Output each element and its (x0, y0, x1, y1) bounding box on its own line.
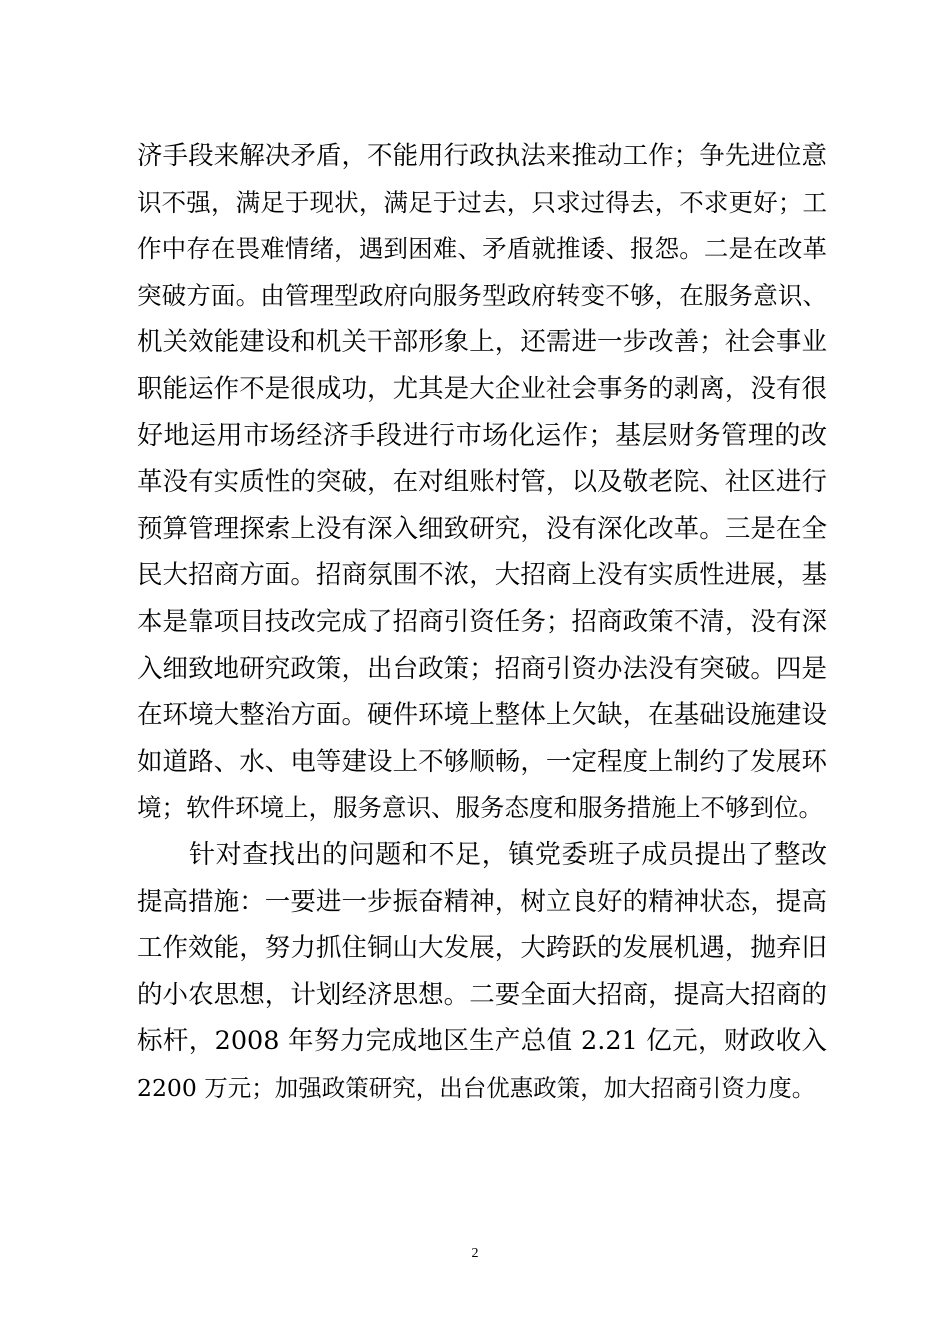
text-line: 识不强，满足于现状，满足于过去，只求过得去，不求更好；工 (137, 187, 827, 217)
page-number: 2 (471, 1246, 479, 1261)
text-line: 革没有实质性的突破，在对组账村管，以及敬老院、社区进行 (137, 467, 827, 498)
text-line: 2200 万元；加强政策研究，出台优惠政策，加大招商引资力度。 (137, 1073, 816, 1102)
text-line: 标杆，2008 年努力完成地区生产总值 2.21 亿元，财政收入 (137, 1026, 827, 1057)
text-line: 民大招商方面。招商氛围不浓，大招商上没有实质性进展，基 (137, 560, 827, 591)
text-line: 在环境大整治方面。硬件环境上整体上欠缺，在基础设施建设 (137, 700, 827, 731)
text-line: 入细致地研究政策，出台政策；招商引资办法没有突破。四是 (137, 653, 827, 684)
text-line: 职能运作不是很成功，尤其是大企业社会事务的剥离，没有很 (137, 373, 827, 404)
text-line: 好地运用市场经济手段进行市场化运作；基层财务管理的改 (137, 420, 827, 451)
text-line: 突破方面。由管理型政府向服务型政府转变不够，在服务意识、 (137, 280, 827, 310)
text-line: 境；软件环境上，服务意识、服务态度和服务措施上不够到位。 (137, 793, 823, 823)
text-line: 济手段来解决矛盾，不能用行政执法来推动工作；争先进位意 (137, 141, 827, 171)
body-text (137, 133, 827, 1111)
text-line: 的小农思想，计划经济思想。二要全面大招商，提高大招商的 (137, 979, 827, 1010)
text-line: 预算管理探索上没有深入细致研究，没有深化改革。三是在全 (137, 513, 827, 544)
paragraph-first-line: 针对查找出的问题和不足，镇党委班子成员提出了整改 (189, 839, 827, 870)
text-line: 工作效能，努力抓住铜山大发展，大跨跃的发展机遇，抛弃旧 (137, 933, 827, 964)
text-line: 如道路、水、电等建设上不够顺畅，一定程度上制约了发展环 (137, 746, 827, 777)
text-line: 本是靠项目技改完成了招商引资任务；招商政策不清，没有深 (137, 606, 827, 637)
text-line: 机关效能建设和机关干部形象上，还需进一步改善；社会事业 (137, 327, 827, 358)
text-line: 作中存在畏难情绪，遇到困难、矛盾就推诿、报怨。二是在改革 (137, 234, 827, 264)
text-line: 提高措施：一要进一步振奋精神，树立良好的精神状态，提高 (137, 886, 827, 917)
